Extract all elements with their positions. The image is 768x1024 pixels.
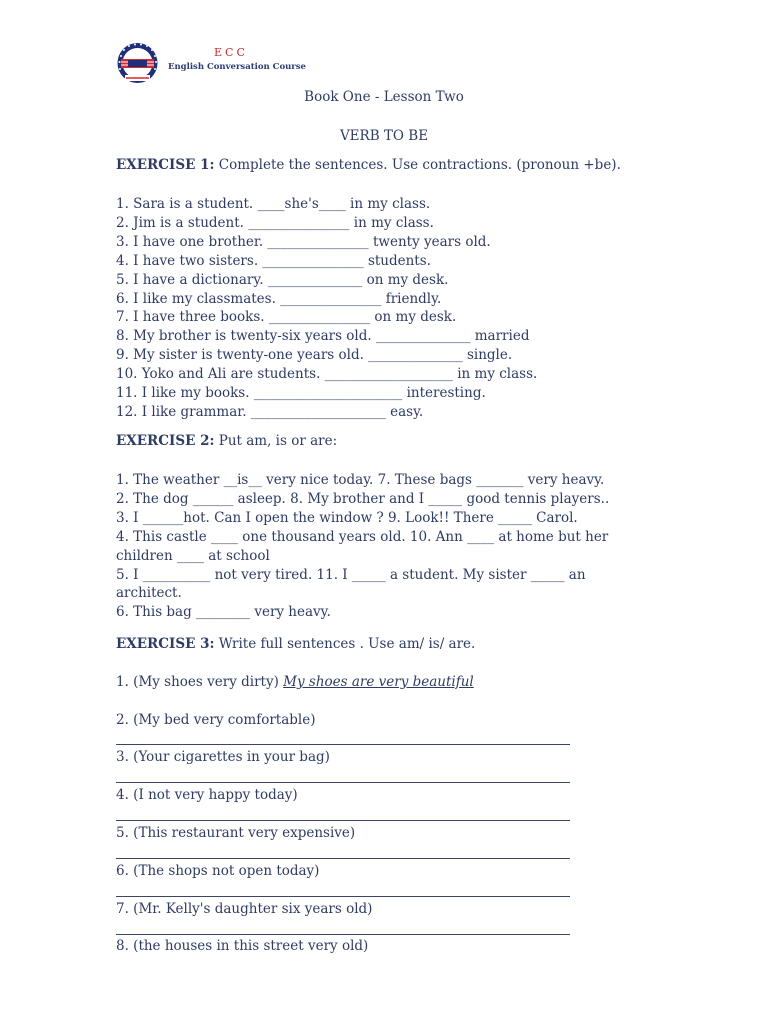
exercise2-instruction: Put am, is or are:: [214, 433, 338, 449]
exercise1-instruction: Complete the sentences. Use contractions. (pronoun +be).: [214, 157, 621, 173]
exercise2-heading: [116, 432, 337, 450]
exercise2-line-2: 2. The dog ______ asleep. 8. My brother and I _____ good tennis players..: [116, 490, 610, 507]
header: [115, 42, 306, 90]
exercise3-answer-line-2[interactable]: [116, 744, 570, 745]
exercise1-label: EXERCISE 1:: [116, 157, 215, 173]
exercise3-example: [116, 673, 474, 691]
exercise1-line-1: 1. Sara is a student. ____she's____ in my class.: [116, 196, 431, 212]
exercise1-line-11: 11. I like my books. ______________________ interesting.: [116, 385, 486, 402]
exercise1-line-10: 10. Yoko and Ali are students. ___________________ in my class.: [116, 366, 538, 383]
exercise3-item-4: 4. (I not very happy today): [116, 787, 298, 803]
brand-subtitle: English Conversation Course: [168, 62, 306, 72]
exercise1-line-5: 5. I have a dictionary. ______________ on my desk.: [116, 271, 449, 288]
exercise3-example-prompt: 1. (My shoes very dirty): [116, 674, 284, 690]
exercise3-answer-line-5[interactable]: [116, 858, 570, 859]
page-subtitle: VERB TO BE: [339, 128, 429, 144]
ecc-logo-icon: [115, 42, 160, 87]
page-title: Book One - Lesson Two: [304, 89, 464, 105]
brand-name: ECC: [214, 46, 248, 59]
exercise3-heading: [116, 635, 475, 653]
exercise1-line-8: 8. My brother is twenty-six years old. ______________ married: [116, 328, 530, 345]
exercise3-item-7: 7. (Mr. Kelly's daughter six years old): [116, 901, 373, 917]
exercise1-line-3: 3. I have one brother. _______________ twenty years old.: [116, 233, 491, 250]
exercise2-lines: [116, 471, 638, 622]
exercise1-heading: [116, 156, 621, 174]
exercise2-line-5: 5. I __________ not very tired. 11. I _____ a student. My sister _____ an architect.: [116, 566, 586, 602]
exercise3-item-2: 2. (My bed very comfortable): [116, 712, 316, 728]
exercise3-answer-line-7[interactable]: [116, 934, 570, 935]
exercise2-line-4: 4. This castle ____ one thousand years old. 10. Ann ____ at home but her children ____ at school: [116, 528, 609, 564]
exercise1-line-2: 2. Jim is a student. _______________ in my class.: [116, 214, 434, 231]
exercise2-line-3: 3. I ______hot. Can I open the window ? 9. Look!! There _____ Carol.: [116, 509, 578, 526]
exercise3-answer-line-3[interactable]: [116, 782, 570, 783]
exercise3-example-answer: My shoes are very beautiful: [283, 674, 474, 690]
exercise3-answer-line-4[interactable]: [116, 820, 570, 821]
exercise3-item-6: 6. (The shops not open today): [116, 863, 320, 879]
exercise2-label: EXERCISE 2:: [116, 433, 215, 449]
exercise2-line-6: 6. This bag ________ very heavy.: [116, 604, 331, 621]
exercise1-line-4: 4. I have two sisters. _______________ students.: [116, 252, 431, 269]
exercise1-line-12: 12. I like grammar. ____________________ easy.: [116, 403, 424, 420]
exercise1-line-9: 9. My sister is twenty-one years old. ______________ single.: [116, 347, 513, 364]
exercise3-label: EXERCISE 3:: [116, 636, 215, 652]
brand: [168, 42, 306, 73]
exercise3-answer-line-6[interactable]: [116, 896, 570, 897]
exercise3-item-8: 8. (the houses in this street very old): [116, 938, 369, 954]
exercise2-line-1: 1. The weather __is__ very nice today. 7. These bags _______ very heavy.: [116, 472, 605, 488]
exercise1-line-6: 6. I like my classmates. _______________ friendly.: [116, 290, 442, 307]
exercise1-line-7: 7. I have three books. _______________ on my desk.: [116, 309, 457, 326]
exercise3-item-5: 5. (This restaurant very expensive): [116, 825, 356, 841]
exercise1-lines: [116, 195, 676, 422]
exercise3-item-3: 3. (Your cigarettes in your bag): [116, 749, 330, 765]
exercise3-instruction: Write full sentences . Use am/ is/ are.: [214, 636, 476, 652]
